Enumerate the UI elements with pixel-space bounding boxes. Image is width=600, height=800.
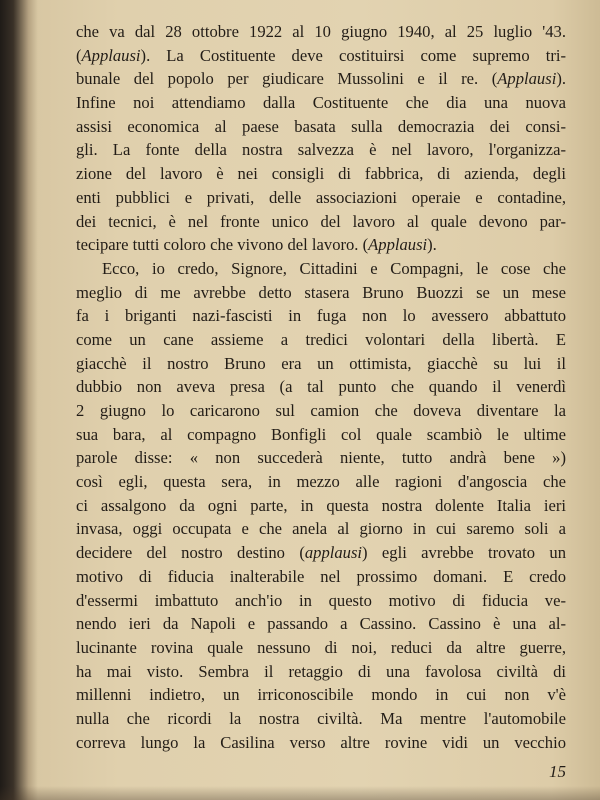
text-line: millenni indietro, un irriconoscibile mondo in cui non v'è bbox=[76, 685, 566, 705]
text-line: meglio di me avrebbe detto stasera Bruno Buozzi se un mese bbox=[76, 282, 566, 302]
text-line: ha mai visto. Sembra il retaggio di una favolosa civiltà di bbox=[76, 661, 566, 681]
text-line: zione del lavoro è nei consigli di fabbrica, di azienda, degli bbox=[76, 164, 566, 184]
applause-marker: applausi bbox=[304, 543, 363, 563]
text-line: lucinante rovina quale nessuno di noi, reduci da altre guerre, bbox=[76, 637, 566, 657]
text-line: ci assalgono da ogni parte, in questa nostra dolente Italia ieri bbox=[76, 495, 566, 515]
text-line: (Applausi). La Costituente deve costituirsi come supremo tri- bbox=[76, 45, 566, 65]
text-line: sua bara, al compagno Bonfigli col quale scambiò le ultime bbox=[76, 424, 566, 444]
applause-marker: Applausi bbox=[81, 45, 141, 65]
text-line: giacchè il nostro Bruno era un ottimista, giacchè su lui il bbox=[76, 353, 566, 373]
page-number: 15 bbox=[549, 762, 566, 781]
text-line: assisi economica al paese basata sulla democrazia dei consi- bbox=[76, 116, 566, 136]
text-line: decidere del nostro destino (applausi) egli avrebbe trovato un bbox=[76, 543, 566, 563]
text-line: dubbio non aveva presa (a tal punto che quando il venerdì bbox=[76, 377, 566, 397]
text-line: motivo di fiducia inalterabile nel prossimo domani. E credo bbox=[76, 566, 566, 586]
text-line: 2 giugno lo caricarono sul camion che doveva diventare la bbox=[76, 401, 566, 420]
text-line: tecipare tutti coloro che vivono del lavoro. (Applausi). bbox=[76, 235, 437, 255]
page-bottom-shade bbox=[0, 786, 600, 800]
text-line: dei tecnici, è nel fronte unico del lavoro al quale devono par- bbox=[76, 211, 566, 231]
text-line: che va dal 28 ottobre 1922 al 10 giugno 1940, al 25 luglio '43. bbox=[76, 22, 566, 41]
text-line: Ecco, io credo, Signore, Cittadini e Compagni, le cose che bbox=[102, 258, 566, 278]
text-line: nendo ieri da Napoli e passando a Cassino. Cassino è una al- bbox=[76, 614, 566, 634]
text-line: correva lungo la Casilina verso altre rovine vidi un vecchio bbox=[76, 732, 566, 752]
text-line: enti pubblici e privati, delle associazioni operaie e contadine, bbox=[76, 187, 566, 207]
text-line: bunale del popolo per giudicare Mussolini e il re. (Applausi). bbox=[76, 69, 566, 89]
text-line: così egli, questa sera, in mezzo alle ragioni d'angoscia che bbox=[76, 472, 566, 492]
text-line: gli. La fonte della nostra salvezza è nel lavoro, l'organizza- bbox=[76, 140, 566, 160]
text-line: parole disse: « non succederà niente, tutto andrà bene ») bbox=[76, 448, 566, 468]
text-line: come un cane assieme a tredici volontari della libertà. E bbox=[76, 329, 566, 349]
text-line: fa i briganti nazi-fascisti in fuga non lo avessero abbattuto bbox=[76, 306, 566, 326]
text-line: nulla che ricordi la nostra civiltà. Ma mentre l'automobile bbox=[76, 708, 566, 728]
page-body-text bbox=[76, 20, 566, 754]
applause-marker: Applausi bbox=[497, 69, 557, 89]
applause-marker: Applausi bbox=[368, 235, 428, 255]
text-line: Infine noi attendiamo dalla Costituente che dia una nuova bbox=[76, 93, 566, 113]
text-line: invasa, oggi occupata e che anela al giorno in cui saremo soli a bbox=[76, 519, 566, 539]
text-line: d'essermi imbattuto anch'io in questo motivo di fiducia ve- bbox=[76, 590, 566, 610]
book-spine-shadow bbox=[0, 0, 38, 800]
